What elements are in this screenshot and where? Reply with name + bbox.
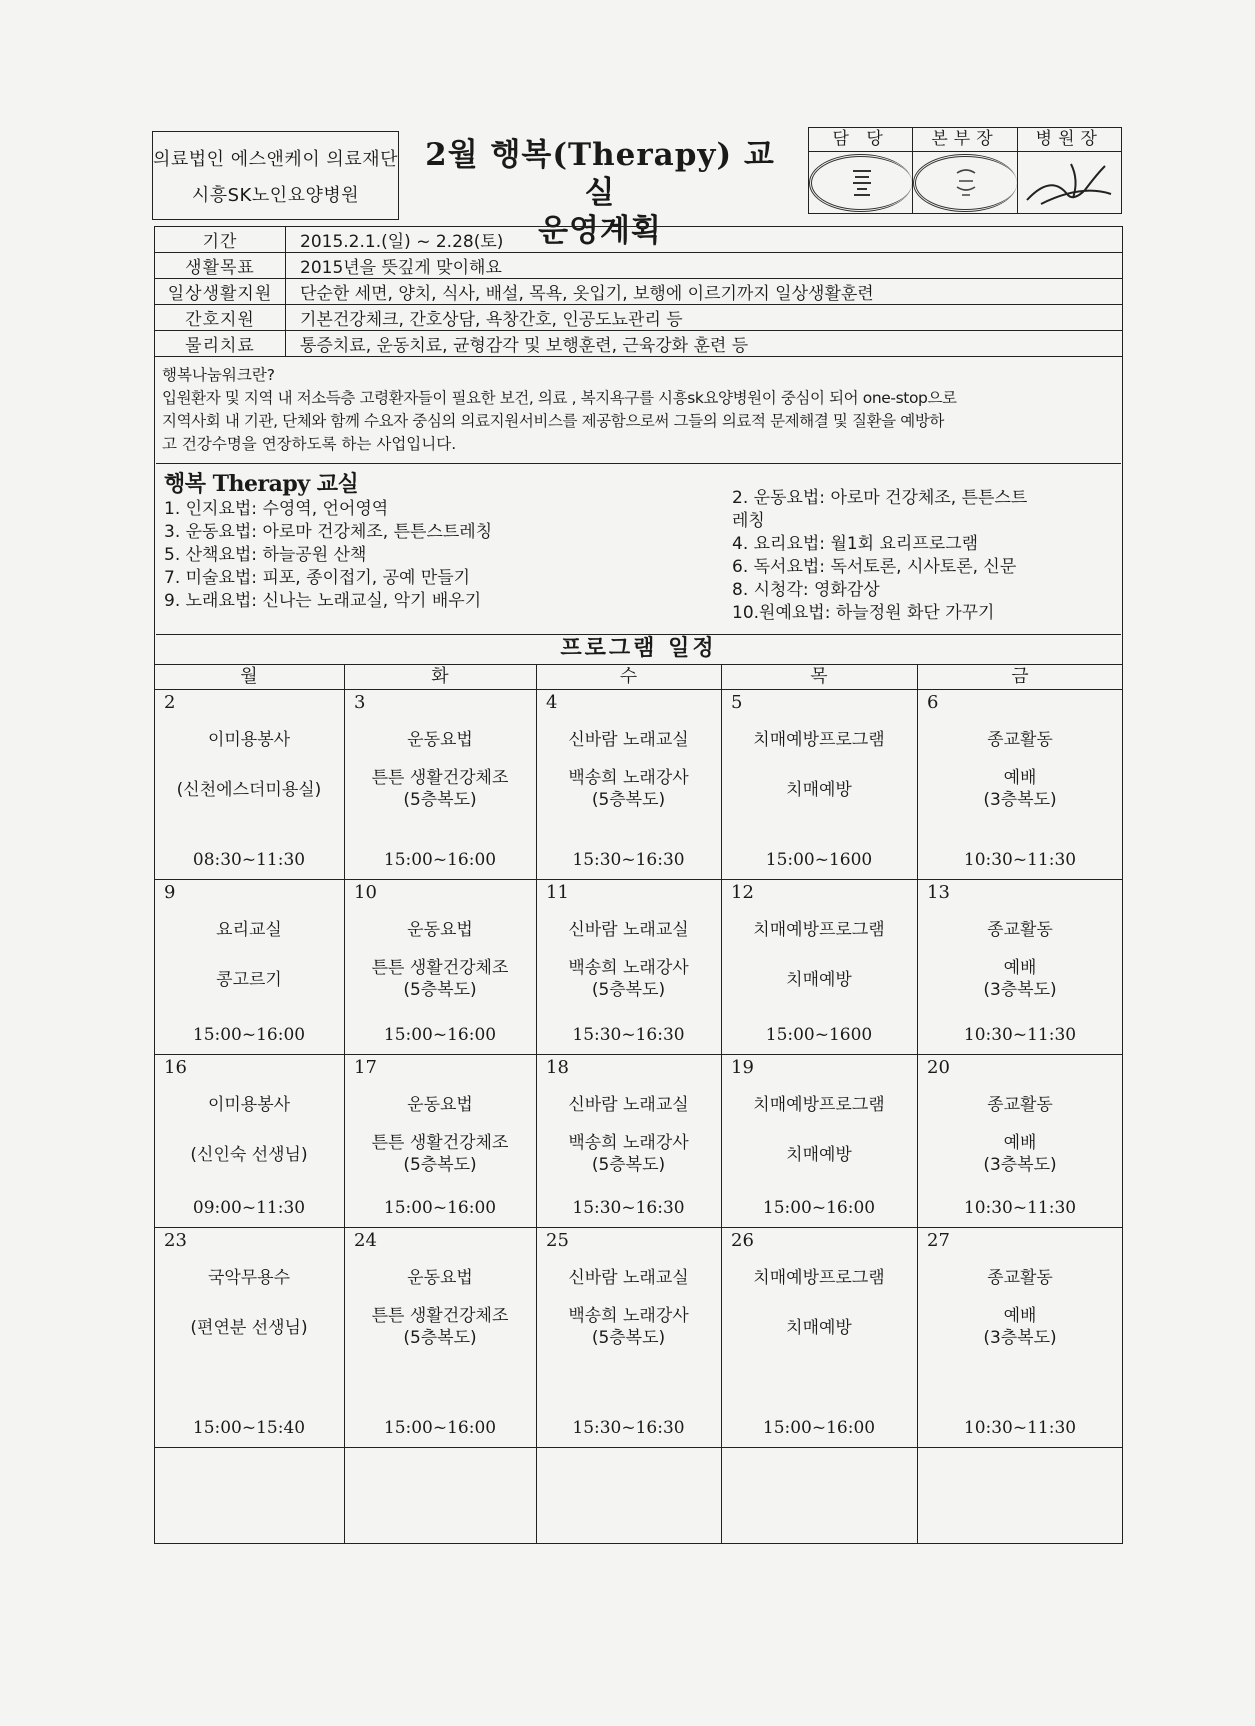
therapy-item: 8. 시청각: 영화감상 bbox=[732, 580, 880, 600]
therapy-title: 행복 Therapy 교실 bbox=[164, 471, 359, 497]
program-time: 15:30~16:30 bbox=[572, 1418, 685, 1438]
program-detail: 예배 bbox=[1003, 958, 1037, 978]
description-line: 고 건강수명을 연장하도록 하는 사업입니다. bbox=[162, 435, 457, 453]
program-time: 10:30~11:30 bbox=[963, 1198, 1077, 1218]
seal-stamp-icon bbox=[809, 154, 912, 212]
program-detail: 튼튼 생활건강체조 bbox=[371, 1306, 509, 1326]
date-number: 27 bbox=[927, 1230, 950, 1251]
therapy-list-left bbox=[164, 498, 684, 613]
schedule-cell bbox=[344, 1227, 536, 1447]
program-name: 신바람 노래교실 bbox=[568, 1095, 689, 1115]
description-line: 입원환자 및 지역 내 저소득층 고령환자들이 필요한 보건, 의료 , 복지욕구를 시흥sk요양병원이 중심이 되어 one-stop으로 bbox=[162, 389, 957, 407]
therapy-item: 2. 운동요법: 아로마 건강체조, 튼튼스트 bbox=[732, 488, 1028, 508]
approval-label-staff: 담 당 bbox=[809, 128, 913, 151]
day-header: 월 bbox=[240, 666, 258, 687]
schedule-cell bbox=[721, 689, 917, 879]
program-detail: 백송희 노래강사 bbox=[568, 1306, 689, 1326]
program-time: 10:30~11:30 bbox=[963, 1418, 1077, 1438]
program-name: 종교활동 bbox=[987, 1268, 1053, 1288]
program-name: 치매예방프로그램 bbox=[753, 1095, 885, 1115]
date-number: 19 bbox=[731, 1057, 754, 1078]
program-time: 15:30~16:30 bbox=[572, 850, 685, 870]
date-number: 20 bbox=[927, 1057, 950, 1078]
therapy-item: 7. 미술요법: 피포, 종이접기, 공예 만들기 bbox=[164, 568, 471, 588]
info-row-period: 기간 2015.2.1.(일) ~ 2.28(토) bbox=[155, 227, 1123, 253]
schedule-cell bbox=[154, 879, 344, 1054]
date-number: 3 bbox=[354, 692, 366, 713]
schedule-title: 프로그램 일정 bbox=[560, 636, 717, 661]
program-name: 신바람 노래교실 bbox=[568, 920, 689, 940]
program-location: (3층복도) bbox=[983, 1155, 1057, 1175]
date-number: 11 bbox=[546, 882, 569, 903]
program-detail: 콩고르기 bbox=[216, 970, 282, 990]
program-time: 09:00~11:30 bbox=[192, 1198, 306, 1218]
program-name: 국악무용수 bbox=[207, 1268, 291, 1288]
title-line-2: 운영계획 bbox=[538, 213, 662, 249]
program-name: 치매예방프로그램 bbox=[753, 1268, 885, 1288]
approval-label-head: 병원장 bbox=[1035, 129, 1103, 149]
date-number: 26 bbox=[731, 1230, 754, 1251]
program-time: 15:00~1600 bbox=[765, 850, 873, 870]
program-time: 15:00~16:00 bbox=[383, 850, 497, 870]
program-name: 신바람 노래교실 bbox=[568, 1268, 689, 1288]
program-location: (5층복도) bbox=[403, 1155, 477, 1175]
therapy-section bbox=[156, 465, 1121, 635]
program-detail: 백송희 노래강사 bbox=[568, 768, 689, 788]
therapy-item: 6. 독서요법: 독서토론, 시사토론, 신문 bbox=[732, 557, 1017, 577]
program-name: 종교활동 bbox=[987, 730, 1053, 750]
date-number: 5 bbox=[731, 692, 743, 713]
schedule-cell bbox=[721, 1227, 917, 1447]
schedule-cell bbox=[536, 689, 721, 879]
signature-icon bbox=[1018, 152, 1121, 214]
program-time: 15:30~16:30 bbox=[572, 1198, 685, 1218]
date-number: 9 bbox=[164, 882, 176, 903]
therapy-item: 10.원예요법: 하늘정원 화단 가꾸기 bbox=[732, 603, 995, 623]
date-number: 6 bbox=[927, 692, 939, 713]
info-row-physical-therapy: 물리치료 통증치료, 운동치료, 균형감각 및 보행훈련, 근육강화 훈련 등 bbox=[155, 331, 1123, 357]
program-detail: 치매예방 bbox=[786, 1145, 852, 1165]
program-name: 이미용봉사 bbox=[207, 730, 291, 750]
date-number: 17 bbox=[354, 1057, 377, 1078]
program-location: (5층복도) bbox=[591, 1328, 666, 1348]
description-heading: 행복나눔워크란? bbox=[162, 366, 276, 384]
program-name: 종교활동 bbox=[987, 1095, 1053, 1115]
program-detail: 치매예방 bbox=[786, 780, 852, 800]
program-name: 종교활동 bbox=[987, 920, 1053, 940]
schedule-cell bbox=[536, 1054, 721, 1227]
program-detail: 예배 bbox=[1003, 1306, 1037, 1326]
program-location: (5층복도) bbox=[591, 1155, 666, 1175]
program-detail: 예배 bbox=[1003, 1133, 1037, 1153]
schedule-cell bbox=[917, 879, 1123, 1054]
program-name: 치매예방프로그램 bbox=[753, 730, 885, 750]
program-location: (5층복도) bbox=[403, 980, 477, 1000]
info-row-daily-support: 일상생활지원 단순한 세면, 양치, 식사, 배설, 목욕, 옷입기, 보행에 이르기까지 일상생활훈련 bbox=[155, 279, 1123, 305]
date-number: 13 bbox=[927, 882, 950, 903]
info-table bbox=[154, 226, 1123, 357]
therapy-item: 3. 운동요법: 아로마 건강체조, 튼튼스트레칭 bbox=[164, 522, 493, 542]
organization-name: 의료법인 에스앤케이 의료재단 bbox=[153, 148, 398, 170]
date-number: 25 bbox=[546, 1230, 569, 1251]
program-name: 요리교실 bbox=[216, 920, 282, 940]
title-line-1: 2월 행복(Therapy) 교실 bbox=[425, 137, 775, 211]
hospital-name: 시흥SK노인요양병원 bbox=[191, 184, 360, 206]
schedule-cell bbox=[721, 1054, 917, 1227]
program-location: (5층복도) bbox=[591, 790, 666, 810]
program-detail: 백송희 노래강사 bbox=[568, 1133, 689, 1153]
description-line: 지역사회 내 기관, 단체와 함께 수요자 중심의 의료지원서비스를 제공함으로써 그들의 의료적 문제해결 및 질환을 예방하 bbox=[162, 412, 944, 430]
schedule-cell bbox=[721, 879, 917, 1054]
program-time: 15:00~16:00 bbox=[192, 1025, 306, 1045]
program-detail: (신천에스더미용실) bbox=[176, 780, 322, 800]
program-time: 15:00~16:00 bbox=[383, 1025, 497, 1045]
date-number: 2 bbox=[164, 692, 176, 713]
program-detail: (편연분 선생님) bbox=[190, 1318, 308, 1338]
date-number: 10 bbox=[354, 882, 377, 903]
program-detail: 예배 bbox=[1003, 768, 1037, 788]
program-detail: 치매예방 bbox=[786, 1318, 852, 1338]
program-name: 운동요법 bbox=[407, 1095, 473, 1115]
program-location: (5층복도) bbox=[403, 790, 477, 810]
program-time: 10:30~11:30 bbox=[963, 850, 1077, 870]
date-number: 4 bbox=[546, 692, 558, 713]
schedule-cell bbox=[344, 879, 536, 1054]
program-time: 15:00~16:00 bbox=[383, 1418, 497, 1438]
program-time: 08:30~11:30 bbox=[192, 850, 306, 870]
program-location: (3층복도) bbox=[983, 790, 1057, 810]
schedule-cell bbox=[917, 689, 1123, 879]
therapy-item: 레칭 bbox=[732, 511, 765, 531]
program-name: 이미용봉사 bbox=[207, 1095, 291, 1115]
schedule-grid bbox=[154, 664, 1123, 1544]
day-header: 목 bbox=[810, 666, 828, 687]
info-row-goal: 생활목표 2015년을 뜻깊게 맞이해요 bbox=[155, 253, 1123, 279]
day-header: 금 bbox=[1011, 666, 1029, 687]
date-number: 18 bbox=[546, 1057, 569, 1078]
program-name: 운동요법 bbox=[407, 730, 473, 750]
program-time: 15:00~1600 bbox=[765, 1025, 873, 1045]
schedule-cell bbox=[344, 1054, 536, 1227]
schedule-cell bbox=[154, 689, 344, 879]
date-number: 23 bbox=[164, 1230, 187, 1251]
schedule-cell bbox=[154, 1227, 344, 1447]
program-description bbox=[156, 364, 1121, 464]
program-detail: 튼튼 생활건강체조 bbox=[371, 958, 509, 978]
program-time: 15:00~16:00 bbox=[762, 1198, 876, 1218]
schedule-cell bbox=[536, 1227, 721, 1447]
date-number: 12 bbox=[731, 882, 754, 903]
schedule-cell bbox=[536, 879, 721, 1054]
seal-stamp-icon bbox=[913, 154, 1016, 212]
date-number: 16 bbox=[164, 1057, 187, 1078]
day-header: 수 bbox=[619, 666, 638, 687]
day-header: 화 bbox=[431, 666, 449, 687]
program-time: 15:30~16:30 bbox=[572, 1025, 685, 1045]
program-name: 운동요법 bbox=[407, 1268, 473, 1288]
program-detail: 치매예방 bbox=[786, 970, 852, 990]
program-location: (5층복도) bbox=[403, 1328, 477, 1348]
program-detail: (신인숙 선생님) bbox=[190, 1145, 308, 1165]
approval-label-director: 본부장 bbox=[913, 128, 1017, 151]
program-time: 15:00~15:40 bbox=[192, 1418, 306, 1438]
grid-divider bbox=[154, 1447, 1123, 1448]
program-name: 운동요법 bbox=[407, 920, 473, 940]
info-row-nursing: 간호지원 기본건강체크, 간호상담, 욕창간호, 인공도뇨관리 등 bbox=[155, 305, 1123, 331]
therapy-item: 1. 인지요법: 수영역, 언어영역 bbox=[164, 499, 389, 519]
program-location: (5층복도) bbox=[591, 980, 666, 1000]
program-detail: 백송희 노래강사 bbox=[568, 958, 689, 978]
therapy-item: 9. 노래요법: 신나는 노래교실, 악기 배우기 bbox=[164, 591, 482, 611]
program-name: 신바람 노래교실 bbox=[568, 730, 689, 750]
organization-box bbox=[152, 131, 399, 220]
schedule-cell bbox=[917, 1227, 1123, 1447]
schedule-cell bbox=[154, 1054, 344, 1227]
approval-box bbox=[808, 127, 1122, 214]
program-time: 15:00~16:00 bbox=[762, 1418, 876, 1438]
program-detail: 튼튼 생활건강체조 bbox=[371, 1133, 509, 1153]
program-location: (3층복도) bbox=[983, 1328, 1057, 1348]
therapy-item: 5. 산책요법: 하늘공원 산책 bbox=[164, 545, 367, 565]
schedule-cell bbox=[917, 1054, 1123, 1227]
program-time: 15:00~16:00 bbox=[383, 1198, 497, 1218]
program-location: (3층복도) bbox=[983, 980, 1057, 1000]
program-time: 10:30~11:30 bbox=[963, 1025, 1077, 1045]
program-detail: 튼튼 생활건강체조 bbox=[371, 768, 509, 788]
therapy-list-right bbox=[732, 487, 1112, 625]
schedule-cell bbox=[344, 689, 536, 879]
program-name: 치매예방프로그램 bbox=[753, 920, 885, 940]
date-number: 24 bbox=[354, 1230, 377, 1251]
therapy-item: 4. 요리요법: 월1회 요리프로그램 bbox=[732, 534, 979, 554]
